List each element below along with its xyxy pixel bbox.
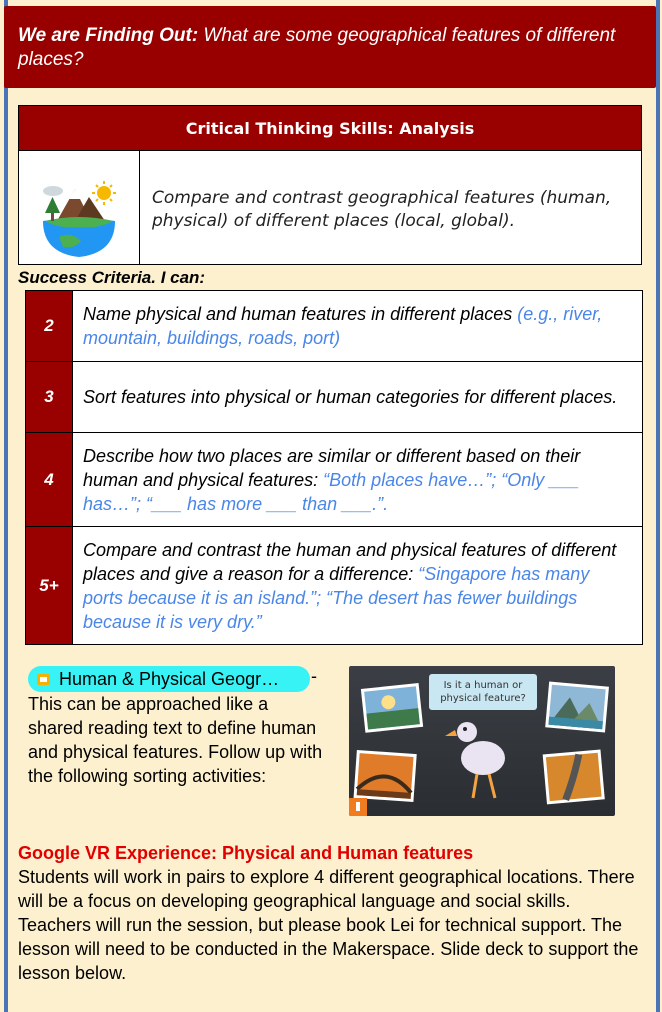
skills-box bbox=[18, 105, 642, 265]
resource-description: This can be approached like a shared reading text to define human and physical features. Follow up with the following sorting activities: bbox=[28, 694, 323, 786]
chip-label: Human & Physical Geogr… bbox=[59, 668, 280, 689]
vr-title: Google VR Experience: Physical and Human features bbox=[18, 843, 474, 863]
banner-question: What are some geographical features of different places? bbox=[18, 25, 616, 70]
criteria-row bbox=[26, 527, 643, 645]
criteria-example: (e.g., river, mountain, buildings, roads, port) bbox=[83, 304, 603, 348]
skills-heading: Critical Thinking Skills: Analysis bbox=[19, 106, 641, 151]
criteria-text bbox=[73, 362, 643, 433]
criteria-main: Sort features into physical or human categories for different places. bbox=[83, 387, 618, 407]
chip-dash: - bbox=[311, 666, 317, 686]
criteria-text bbox=[73, 527, 643, 645]
banner-lead: We are Finding Out: bbox=[18, 25, 199, 46]
svg-text:physical feature?: physical feature? bbox=[440, 693, 526, 704]
criteria-main: Compare and contrast the human and physical features of different places and give a reason for a difference: bbox=[83, 539, 617, 584]
level-cell: 2 bbox=[26, 291, 73, 362]
vr-body: Students will work in pairs to explore 4 different geographical locations. There will be a focus on developing geographical language and social skills. Teachers will run the session, but please book Lei for technical support. The lesson will need to be conducted in the Makerspace. Slide deck to support the lesson below. bbox=[18, 867, 639, 983]
criteria-text bbox=[73, 433, 643, 527]
level-cell: 5+ bbox=[26, 527, 73, 645]
earth-landscape-icon bbox=[19, 151, 140, 265]
criteria-example: “Singapore has many ports because it is an island.”; “The desert has fewer buildings because it is very dry.” bbox=[83, 563, 590, 632]
skills-statement: Compare and contrast geographical features (human, physical) of different places (local, global). bbox=[152, 188, 612, 231]
slides-thumbnail[interactable] bbox=[349, 666, 615, 816]
level-cell: 3 bbox=[26, 362, 73, 433]
criteria-row bbox=[26, 291, 643, 362]
criteria-main: Name physical and human features in different places bbox=[83, 304, 518, 324]
success-criteria-table bbox=[25, 290, 643, 645]
svg-text:Is it a human or: Is it a human or bbox=[443, 680, 523, 691]
criteria-main: Describe how two places are similar or different based on their human and physical features: bbox=[83, 445, 581, 490]
right-border bbox=[656, 0, 660, 1012]
criteria-example: “Both places have…”; “Only ___ has…”; “___ has more ___ than ___.”. bbox=[83, 469, 580, 514]
criteria-text bbox=[73, 291, 643, 362]
left-border bbox=[4, 0, 8, 1012]
banner-text bbox=[18, 24, 638, 72]
topic-banner bbox=[4, 6, 656, 88]
slides-icon bbox=[37, 674, 50, 685]
criteria-row bbox=[26, 362, 643, 433]
criteria-row bbox=[26, 433, 643, 527]
level-cell: 4 bbox=[26, 433, 73, 527]
slides-link-chip[interactable] bbox=[28, 666, 310, 692]
success-criteria-heading: Success Criteria. I can: bbox=[18, 268, 206, 287]
